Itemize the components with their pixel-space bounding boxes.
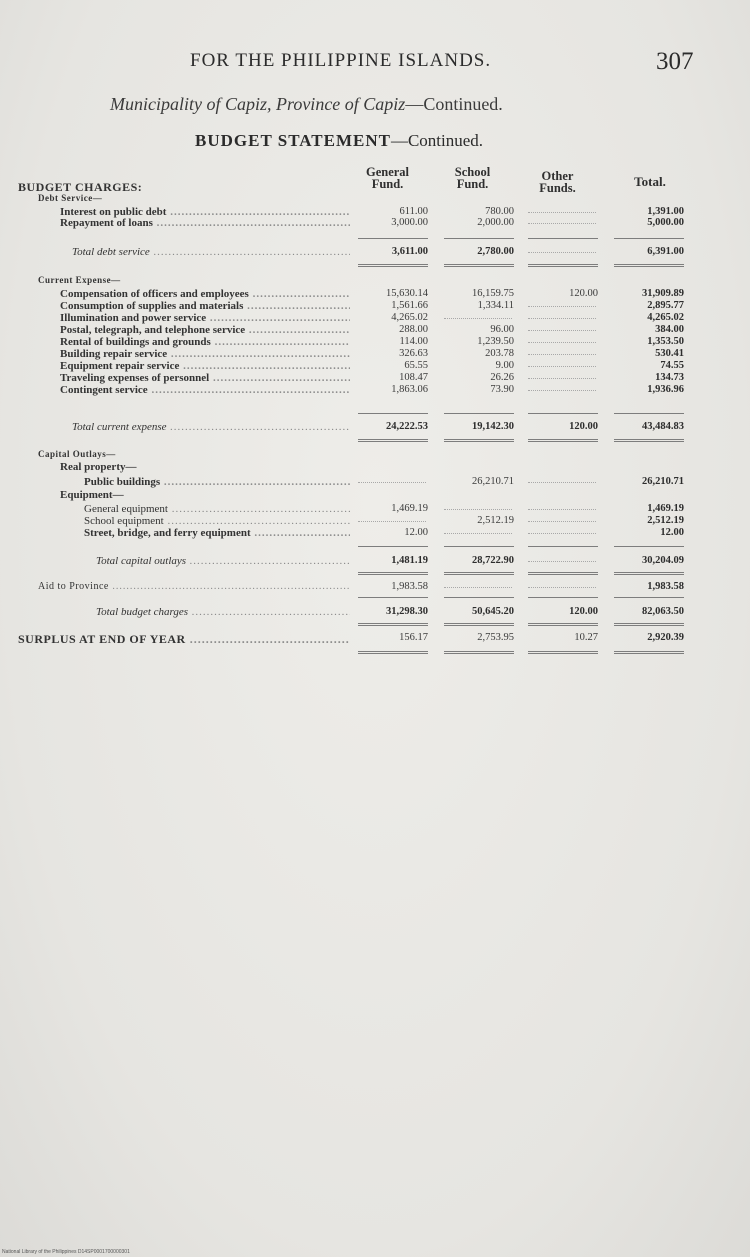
aid-to-province-row — [0, 581, 750, 593]
cell-general: 3,611.00 — [391, 246, 428, 257]
cell-total: 1,469.19 — [647, 503, 684, 514]
row-label: Postal, telegraph, and telephone service ..... — [60, 324, 350, 336]
double-rule — [444, 572, 514, 575]
row-label-wrap — [60, 348, 350, 360]
sum-rule — [444, 597, 514, 598]
table-row — [0, 372, 750, 384]
total-budget-charges-row — [0, 606, 750, 618]
empty-cell-leader — [528, 223, 596, 224]
row-label-wrap — [84, 527, 350, 539]
column-header-total-line1: Total. — [634, 174, 666, 189]
cell-school: 19,142.30 — [472, 421, 514, 432]
row-label-wrap — [72, 421, 350, 433]
row-label: Consumption of supplies and materials ..... — [60, 300, 350, 312]
empty-cell-leader — [528, 212, 596, 213]
table-row — [0, 336, 750, 348]
cell-total: 2,512.19 — [647, 515, 684, 526]
row-label: Equipment repair service ..... — [60, 360, 350, 372]
row-label: Public buildings ..... — [84, 476, 350, 488]
row-label-wrap — [84, 503, 350, 515]
column-header-school-line1: School — [454, 165, 491, 179]
cell-general: 1,561.66 — [391, 300, 428, 311]
cell-total: 134.73 — [655, 372, 684, 383]
empty-cell-leader — [528, 509, 596, 510]
double-rule — [614, 572, 684, 575]
table-row — [0, 384, 750, 396]
total-debt-service-row — [0, 246, 750, 258]
sum-rule — [614, 546, 684, 547]
empty-cell-leader — [444, 533, 512, 534]
cell-other: 10.27 — [574, 632, 598, 643]
double-rule — [444, 264, 514, 267]
double-rule — [528, 651, 598, 654]
budget-charges-label: BUDGET CHARGES: — [18, 180, 143, 194]
row-label-wrap — [60, 217, 350, 229]
double-rule — [358, 623, 428, 626]
cell-general: 326.63 — [399, 348, 428, 359]
row-label: Interest on public debt ..... — [60, 206, 350, 218]
row-label-wrap — [60, 300, 350, 312]
row-label-wrap — [60, 324, 350, 336]
row-label-wrap — [60, 312, 350, 324]
table-row — [0, 360, 750, 372]
empty-cell-leader — [444, 318, 512, 319]
column-header-other-line1: Other — [541, 169, 574, 183]
table-row — [0, 348, 750, 360]
table-row — [0, 324, 750, 336]
cell-general: 1,469.19 — [391, 503, 428, 514]
empty-cell-leader — [528, 378, 596, 379]
column-header-other-line2: Funds. — [539, 181, 576, 195]
cell-total: 384.00 — [655, 324, 684, 335]
double-rule — [444, 439, 514, 442]
section-title-main: BUDGET STATEMENT — [195, 131, 391, 150]
row-label-wrap — [72, 246, 350, 258]
cell-general: 4,265.02 — [391, 312, 428, 323]
row-label: Aid to Province ..... — [38, 581, 350, 592]
empty-cell-leader — [358, 482, 426, 483]
cell-school: 73.90 — [490, 384, 514, 395]
empty-cell-leader — [528, 390, 596, 391]
empty-cell-leader — [528, 366, 596, 367]
empty-cell-leader — [528, 533, 596, 534]
cell-total: 12.00 — [660, 527, 684, 538]
double-rule — [528, 439, 598, 442]
cell-general: 114.00 — [399, 336, 428, 347]
table-row — [0, 527, 750, 539]
cell-school: 28,722.90 — [472, 555, 514, 566]
column-header-general-line2: Fund. — [371, 177, 404, 191]
sum-rule — [358, 238, 428, 239]
row-label-wrap — [60, 288, 350, 300]
row-label-wrap — [96, 606, 350, 618]
debt-service-heading — [0, 193, 750, 205]
surplus-row — [0, 632, 750, 644]
cell-total: 31,909.89 — [642, 288, 684, 299]
cell-total: 26,210.71 — [642, 476, 684, 487]
double-rule — [614, 651, 684, 654]
sum-rule — [444, 413, 514, 414]
cell-school: 16,159.75 — [472, 288, 514, 299]
sum-rule — [528, 238, 598, 239]
row-label: Total capital outlays ..... — [96, 555, 350, 567]
cell-school: 2,512.19 — [477, 515, 514, 526]
cell-total: 5,000.00 — [647, 217, 684, 228]
cell-general: 288.00 — [399, 324, 428, 335]
row-label: Total current expense ..... — [72, 421, 350, 433]
cell-school: 2,780.00 — [477, 246, 514, 257]
cell-other: 120.00 — [569, 606, 598, 617]
page-number: 307 — [656, 48, 694, 75]
row-label-wrap — [60, 384, 350, 396]
sum-rule — [614, 238, 684, 239]
table-row — [0, 217, 750, 229]
cell-school: 26.26 — [490, 372, 514, 383]
row-label-wrap — [84, 515, 350, 527]
subtitle-continued: —Continued. — [405, 94, 503, 114]
row-label-wrap — [84, 476, 350, 488]
double-rule — [528, 623, 598, 626]
cell-general: 1,863.06 — [391, 384, 428, 395]
equipment-label: Equipment— — [60, 489, 124, 501]
public-buildings-row — [0, 476, 750, 488]
sum-rule — [528, 413, 598, 414]
total-current-expense-row — [0, 421, 750, 433]
cell-total: 43,484.83 — [642, 421, 684, 432]
cell-general: 31,298.30 — [386, 606, 428, 617]
row-label: Street, bridge, and ferry equipment ..... — [84, 527, 350, 539]
double-rule — [614, 439, 684, 442]
equipment-heading — [0, 489, 750, 501]
cell-total: 530.41 — [655, 348, 684, 359]
double-rule — [358, 264, 428, 267]
empty-cell-leader — [528, 330, 596, 331]
row-label-wrap — [18, 632, 350, 647]
cell-general: 3,000.00 — [391, 217, 428, 228]
cell-total: 1,936.96 — [647, 384, 684, 395]
cell-total: 74.55 — [660, 360, 684, 371]
section-title-continued: —Continued. — [390, 131, 484, 150]
cell-school: 203.78 — [485, 348, 514, 359]
empty-cell-leader — [358, 521, 426, 522]
real-property-label: Real property— — [60, 461, 137, 473]
double-rule — [528, 572, 598, 575]
cell-total: 4,265.02 — [647, 312, 684, 323]
capital-outlays-heading — [0, 449, 750, 461]
running-title: FOR THE PHILIPPINE ISLANDS. — [190, 50, 492, 71]
row-label: Repayment of loans ..... — [60, 217, 350, 229]
empty-cell-leader — [528, 342, 596, 343]
cell-other: 120.00 — [569, 421, 598, 432]
empty-cell-leader — [528, 561, 596, 562]
footer-note: National Library of the Philippines D14SP0001700000301 — [2, 1249, 130, 1255]
cell-general: 611.00 — [399, 206, 428, 217]
table-row — [0, 312, 750, 324]
cell-school: 1,334.11 — [477, 300, 514, 311]
debt-service-label: Debt Service— — [38, 193, 103, 203]
budget-charges-heading — [0, 177, 750, 195]
row-label: Rental of buildings and grounds ..... — [60, 336, 350, 348]
cell-school: 2,753.95 — [477, 632, 514, 643]
double-rule — [444, 623, 514, 626]
row-label-wrap — [38, 581, 350, 592]
row-label: Total debt service ..... — [72, 246, 350, 258]
sum-rule — [528, 597, 598, 598]
sum-rule — [614, 413, 684, 414]
row-label: Contingent service ..... — [60, 384, 350, 396]
column-header-general-line1: General — [365, 165, 410, 179]
cell-school: 9.00 — [495, 360, 514, 371]
cell-general: 1,481.19 — [391, 555, 428, 566]
cell-total: 2,920.39 — [647, 632, 684, 643]
row-label-wrap — [60, 360, 350, 372]
row-label: School equipment ..... — [84, 515, 350, 527]
cell-general: 65.55 — [404, 360, 428, 371]
empty-cell-leader — [528, 252, 596, 253]
cell-total: 1,983.58 — [647, 581, 684, 592]
row-label: General equipment ..... — [84, 503, 350, 515]
double-rule — [358, 572, 428, 575]
row-label: Total budget charges ..... — [96, 606, 350, 618]
empty-cell-leader — [528, 587, 596, 588]
cell-general: 156.17 — [399, 632, 428, 643]
table-row — [0, 288, 750, 300]
double-rule — [614, 264, 684, 267]
table-row — [0, 503, 750, 515]
cell-total: 6,391.00 — [647, 246, 684, 257]
cell-general: 15,630.14 — [386, 288, 428, 299]
cell-school: 50,645.20 — [472, 606, 514, 617]
table-row — [0, 300, 750, 312]
row-label-wrap — [60, 372, 350, 384]
empty-cell-leader — [528, 306, 596, 307]
total-capital-outlays-row — [0, 555, 750, 567]
cell-general: 108.47 — [399, 372, 428, 383]
double-rule — [444, 651, 514, 654]
sum-rule — [444, 546, 514, 547]
cell-school: 2,000.00 — [477, 217, 514, 228]
cell-general: 12.00 — [404, 527, 428, 538]
cell-total: 82,063.50 — [642, 606, 684, 617]
cell-general: 24,222.53 — [386, 421, 428, 432]
double-rule — [358, 439, 428, 442]
row-label: SURPLUS AT END OF YEAR ..... — [18, 632, 350, 646]
cell-total: 30,204.09 — [642, 555, 684, 566]
sum-rule — [358, 413, 428, 414]
row-label: Illumination and power service ..... — [60, 312, 350, 324]
row-label: Building repair service ..... — [60, 348, 350, 360]
capital-outlays-label: Capital Outlays— — [38, 449, 116, 459]
current-expense-label: Current Expense— — [38, 275, 121, 285]
table-row — [0, 515, 750, 527]
empty-cell-leader — [528, 318, 596, 319]
sum-rule — [614, 597, 684, 598]
cell-school: 1,239.50 — [477, 336, 514, 347]
row-label: Traveling expenses of personnel ..... — [60, 372, 350, 384]
subtitle-municipality: Municipality of Capiz, Province of Capiz — [110, 94, 406, 114]
real-property-heading — [0, 461, 750, 473]
cell-total: 1,391.00 — [647, 206, 684, 217]
double-rule — [358, 651, 428, 654]
row-label: Compensation of officers and employees ..... — [60, 288, 350, 300]
cell-total: 2,895.77 — [647, 300, 684, 311]
double-rule — [614, 623, 684, 626]
column-header-school-line2: Fund. — [456, 177, 489, 191]
empty-cell-leader — [528, 354, 596, 355]
cell-school: 96.00 — [490, 324, 514, 335]
sum-rule — [444, 238, 514, 239]
double-rule — [528, 264, 598, 267]
cell-school: 26,210.71 — [472, 476, 514, 487]
sum-rule — [358, 597, 428, 598]
cell-general: 1,983.58 — [391, 581, 428, 592]
current-expense-heading — [0, 275, 750, 287]
empty-cell-leader — [528, 521, 596, 522]
empty-cell-leader — [528, 482, 596, 483]
empty-cell-leader — [444, 509, 512, 510]
cell-total: 1,353.50 — [647, 336, 684, 347]
cell-school: 780.00 — [485, 206, 514, 217]
cell-other: 120.00 — [569, 288, 598, 299]
sum-rule — [528, 546, 598, 547]
row-label-wrap — [60, 336, 350, 348]
row-label-wrap — [96, 555, 350, 567]
empty-cell-leader — [444, 587, 512, 588]
sum-rule — [358, 546, 428, 547]
